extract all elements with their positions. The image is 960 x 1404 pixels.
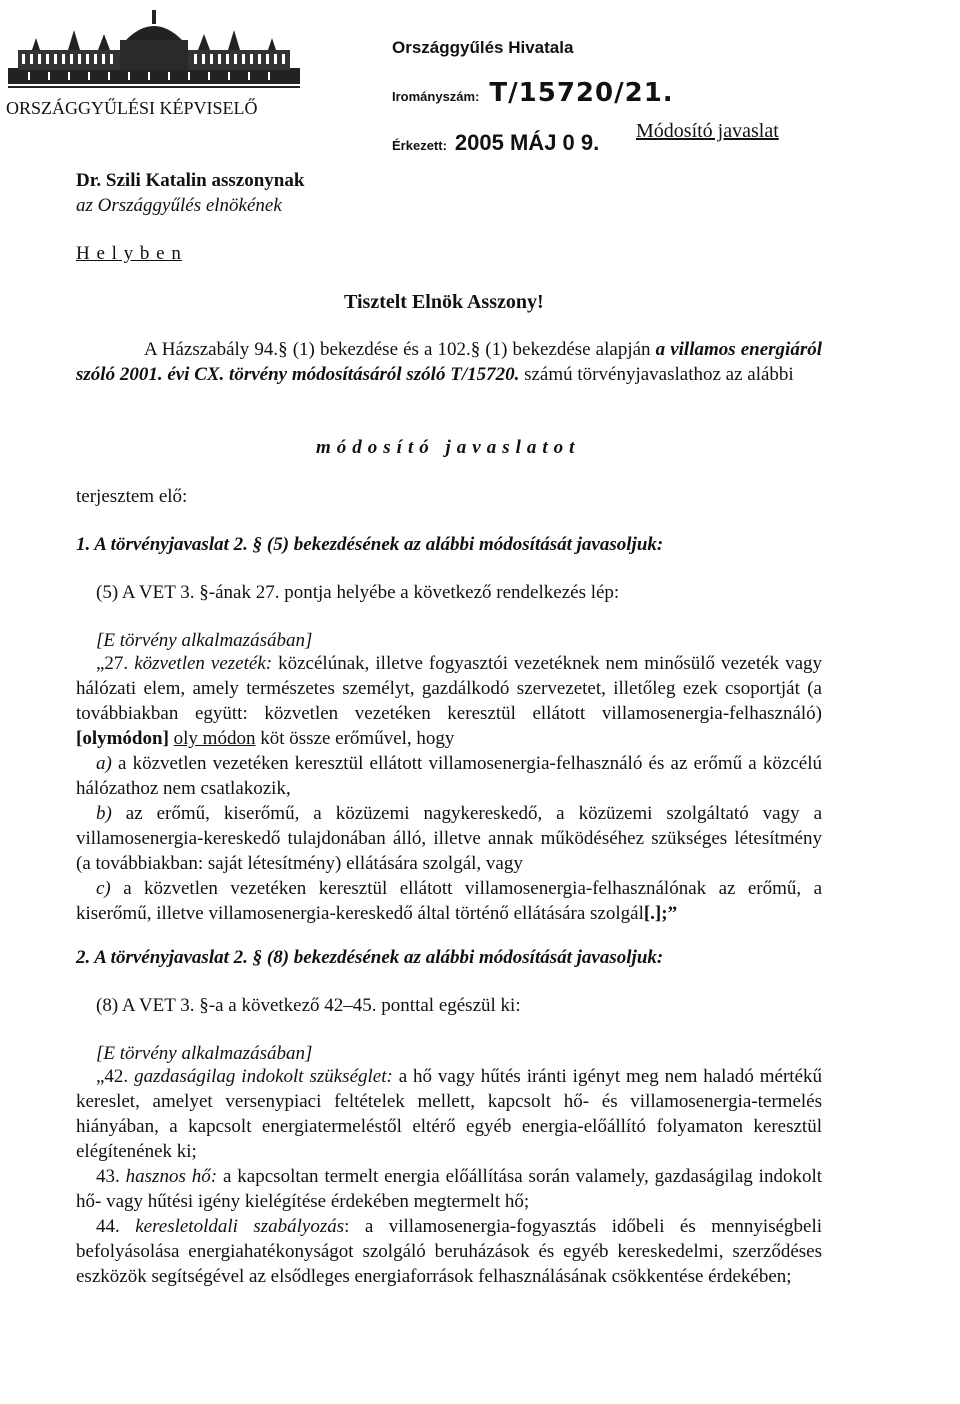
registration-number [392,78,674,108]
addressee-title: az Országgyűlés elnökének [76,195,282,216]
mp-title: ORSZÁGGYŰLÉSI KÉPVISELŐ [6,98,258,118]
section-1-heading: 1. A törvényjavaslat 2. § (5) bekezdésének az alábbi módosítását javasoljuk: [76,534,664,555]
submission-text: terjesztem elő: [76,486,188,507]
motion-title: módosító javaslatot [316,437,581,458]
point-27: „27. közvetlen vezeték: közcélúnak, illetve fogyasztói vezetéknek nem minősülő vezeték vagy hálózati elem, amely természetes személyt, gazdálkodó szervezetet, illetőleg ezek csoportját (a továbbiakban együtt: közvetlen vezetéken keresztül ellátott villamosenergia-felhasználó) [olymódon] oly módon köt össze erőművel, hogy a) a közvetlen vezetéken keresztül ellátott villamosenergia-felhasználó és az erőmű a közcélú hálózathoz nem csatlakozik, b) az erőmű, kiserőmű, a közüzemi nagykereskedő, a közüzemi szolgáltató vagy a villamosenergia-kereskedő tulajdonában álló, illetve annak működéséhez szükséges létesítmény (a továbbiakban: saját létesítmény) ellátására szolgál, vagy c) a közvetlen vezetéken keresztül ellátott villamosenergia-felhasználónak az erőmű, a kiserőmű, illetve villamosenergia-kereskedő által történő ellátására szolgál[.];” [76,653,822,924]
registration-label: Irományszám: [392,89,480,104]
section-1-intro: (5) A VET 3. §-ának 27. pontja helyébe a következő rendelkezés lép: [96,582,620,603]
section-2-heading: 2. A törvényjavaslat 2. § (8) bekezdésének az alábbi módosítását javasoljuk: [76,947,664,968]
document-type: Módosító javaslat [636,120,779,142]
intro-paragraph: A Házszabály 94.§ (1) bekezdése és a 102.§ (1) bekezdése alapján a villamos energiáról szóló 2001. évi CX. törvény módosításáról szóló T/15720. számú törvényjavaslathoz az alábbi [76,339,822,385]
section-2-intro: (8) A VET 3. §-a a következő 42–45. ponttal egészül ki: [96,995,521,1016]
office-stamp-title: Országgyűlés Hivatala [392,38,574,57]
addressee-name: Dr. Szili Katalin asszonynak [76,170,305,191]
parliament-logo [8,10,300,98]
received-date [392,130,599,156]
received-label: Érkezett: [392,138,447,153]
points-42-44: „42. gazdaságilag indokolt szükséglet: a hő vagy hűtés iránti igényt meg nem haladó mértékű kereslet, amelyet versenypiaci feltételek mellett, kapcsolt hő- és villamosenergia-termelés hiányában, a kapcsolt energiatermeléstől eltérő egyéb energia-előállító folyamaton keresztül elégítenének ki; 43. hasznos hő: a kapcsoltan termelt energia előállítása során valamely, gazdaságilag indokolt hő- vagy hűtési igény kielégítése érdekében megtermelt hő; 44. keresletoldali szabályozás: a villamosenergia-fogyasztás időbeli és mennyiségbeli befolyásolása energiahatékonyságot szolgáló beruházások és egyéb kereskedelmi, szerződéses eszközök segítségével az elsődleges energiaforrások felhasználásának csökkentése érdekében; [76,1066,823,1287]
location: H e l y b e n [76,243,182,264]
received-value: 2005 MÁJ 0 9. [454,130,600,155]
section-2-bracket: [E törvény alkalmazásában] [96,1043,313,1064]
section-1-bracket: [E törvény alkalmazásában] [96,630,313,651]
salutation: Tisztelt Elnök Asszony! [344,291,544,313]
registration-value: T/15720/21. [489,78,674,108]
